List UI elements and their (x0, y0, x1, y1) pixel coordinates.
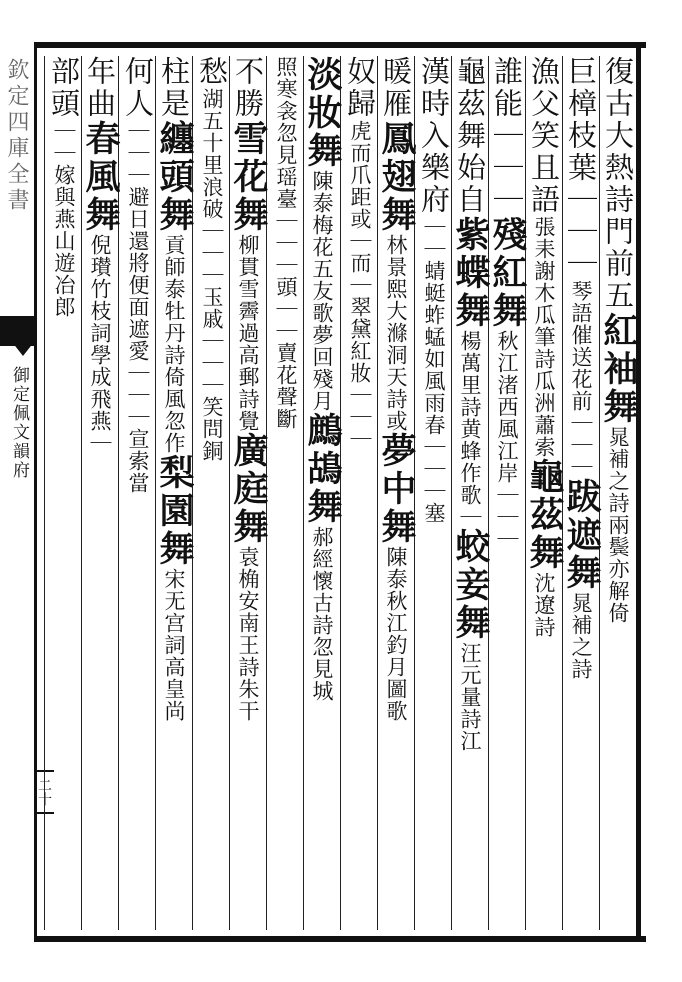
body-text: 復古大熱詩門前五 (601, 56, 635, 312)
frame-top-border (34, 42, 646, 48)
column-text (267, 56, 304, 930)
text-column (599, 56, 637, 930)
column-text (341, 56, 378, 930)
column-text (489, 56, 526, 930)
column-text (526, 56, 563, 930)
body-text: 巨樟枝葉｜｜｜ (564, 56, 598, 280)
body-text: 奴歸 (343, 56, 377, 120)
citation-text: 倪瓉竹枝詞學成飛燕｜ (88, 234, 112, 454)
body-text: 何人 (121, 56, 155, 120)
column-text (156, 56, 193, 930)
citation-text: ｜｜嫁與燕山遊冶郎 (52, 120, 76, 318)
column-text (304, 56, 341, 930)
column-text (119, 56, 156, 930)
text-column (155, 56, 193, 930)
citation-text: ｜｜｜避日還將便面遮 (126, 120, 150, 340)
citation-text: 晁補之詩 (569, 592, 593, 680)
entry-heading: 春風舞 (80, 120, 121, 234)
citation-text: 沈遼詩 (532, 572, 556, 638)
body-text: 柱是 (157, 56, 191, 120)
citation-text: 陳泰秋江釣月圖歌 (384, 546, 408, 722)
text-column (81, 56, 119, 930)
text-column (303, 56, 341, 930)
body-text: 誰能｜｜｜ (490, 56, 524, 216)
entry-heading: 龜茲舞 (524, 458, 565, 572)
text-column (266, 56, 304, 930)
entry-heading: 跋遮舞 (561, 478, 602, 592)
citation-text: 柳貫雪霽過高郵詩覺 (236, 234, 260, 432)
citation-text: 春｜｜｜塞 (422, 414, 446, 524)
body-text: 不勝 (231, 56, 265, 120)
text-column (451, 56, 489, 930)
citation-text: 郝經懷古詩忽見城 (310, 526, 334, 702)
citation-text: 汪元量詩江 (458, 642, 482, 752)
entry-heading: 蛟妾舞 (450, 528, 491, 642)
entry-heading: 纏頭舞 (154, 120, 195, 234)
column-text (600, 56, 637, 930)
citation-text: 宋无宫詞高皇尚 (162, 568, 186, 722)
text-column (44, 56, 82, 930)
body-text: 暖雁 (379, 56, 413, 120)
citation-text: 玉戚｜｜｜笑問銅 (200, 286, 224, 462)
text-column (192, 56, 230, 930)
entry-heading: 夢中舞 (376, 432, 417, 546)
text-column (488, 56, 526, 930)
entry-heading: 梨園舞 (154, 454, 195, 568)
text-column (414, 56, 452, 930)
citation-text: 陳泰梅花五友歌夢回殘月 (310, 170, 334, 412)
text-column (377, 56, 415, 930)
text-column (562, 56, 600, 930)
citation-text: 頭｜｜賣花聲斷 (274, 276, 298, 430)
column-text (415, 56, 452, 930)
body-text: 漁父笑且語 (527, 56, 561, 216)
frame-bottom-border (34, 936, 646, 942)
citation-text: 虎而爪距或｜而｜ (348, 120, 372, 296)
citation-text: 貢師泰牡丹詩倚風忽作 (162, 234, 186, 454)
column-text (452, 56, 489, 930)
column-text (230, 56, 267, 930)
citation-text: 琴語催送花前｜｜｜ (569, 280, 593, 478)
entry-heading: 鷓鴣舞 (302, 412, 343, 526)
citation-text: 袁桷安南王詩朱干 (236, 546, 260, 722)
gutter-series-title: 欽定四庫全書 (4, 58, 29, 214)
entry-heading: 雪花舞 (228, 120, 269, 234)
citation-text: 晁補之詩兩鬓亦解倚 (606, 426, 630, 624)
column-text (378, 56, 415, 930)
entry-heading: 紅袖舞 (598, 312, 639, 426)
body-text: 愁 (195, 56, 229, 88)
fish-tail-mark (0, 316, 34, 346)
citation-text: 林景熙大滌洞天詩或 (384, 234, 408, 432)
entry-heading: 鳳翅舞 (376, 120, 417, 234)
entry-heading: 紫蝶舞 (450, 216, 491, 330)
entry-heading: 殘紅舞 (487, 216, 528, 330)
body-text: 龜茲舞始自 (453, 56, 487, 216)
column-text (563, 56, 600, 930)
citation-text: 愛｜｜｜宣索當 (126, 340, 150, 494)
page-number: 二十 (34, 770, 54, 814)
body-text: 漢時入樂府 (417, 56, 451, 216)
body-text: 部頭 (47, 56, 81, 120)
column-text (193, 56, 230, 930)
column-text (45, 56, 82, 930)
gutter-book-title: 御定佩文韻府 (9, 366, 29, 480)
text-column (118, 56, 156, 930)
column-text (82, 56, 119, 930)
entry-heading: 淡妝舞 (302, 56, 343, 170)
text-column (525, 56, 563, 930)
citation-text: 楊萬里詩黄蜂作歌｜ (458, 330, 482, 528)
citation-text: 秋江渚西風江岸｜｜｜ (495, 330, 519, 550)
citation-text: ｜｜蜻蜓蚱蜢如風雨 (422, 216, 446, 414)
citation-text: 湖五十里浪破｜｜｜ (200, 88, 224, 286)
citation-text: 張耒謝木瓜筆詩瓜洲蕭索 (532, 216, 556, 458)
text-column (340, 56, 378, 930)
text-column (229, 56, 267, 930)
citation-text: 翠黛紅妝｜｜｜ (348, 296, 372, 450)
citation-text: 照寒衾忽見瑶臺｜｜｜ (274, 56, 298, 276)
entry-heading: 廣庭舞 (228, 432, 269, 546)
body-text: 年曲 (83, 56, 117, 120)
